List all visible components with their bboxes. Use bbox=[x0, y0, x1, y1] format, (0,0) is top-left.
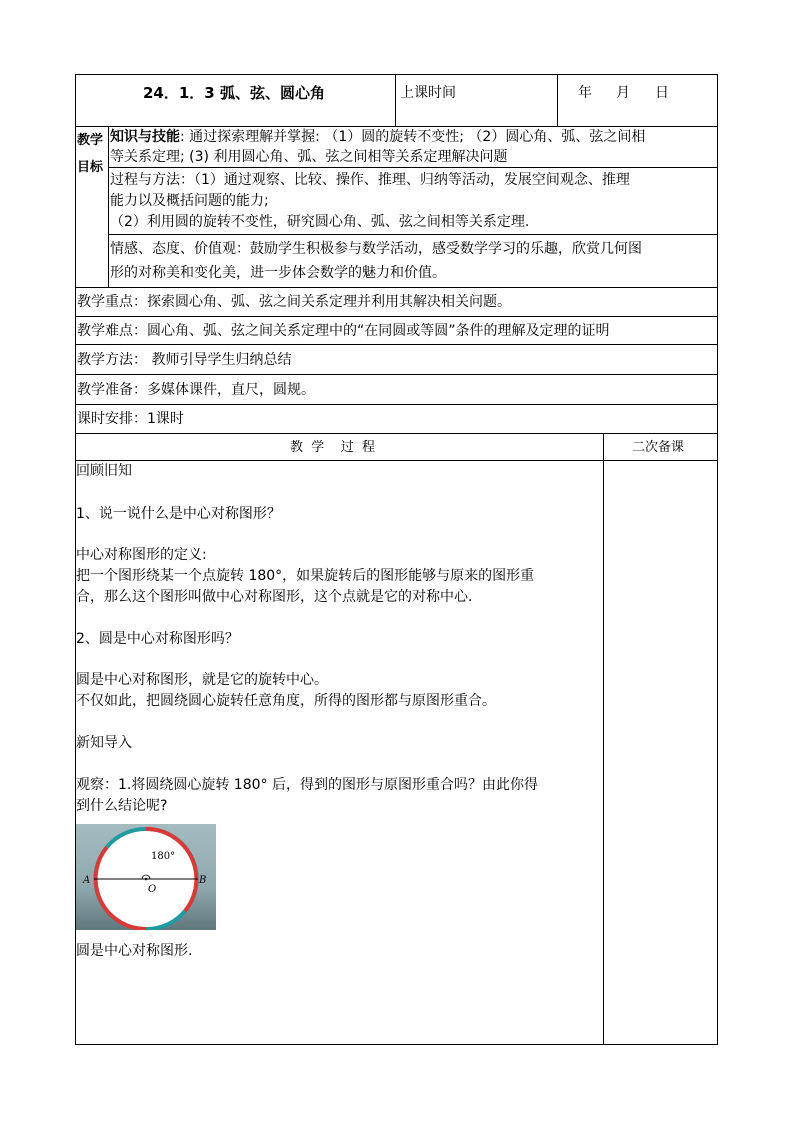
new-intro-heading: 新知导入 bbox=[76, 735, 132, 751]
lesson-title: 24．1．3 弧、弦、圆心角 bbox=[143, 84, 325, 102]
review-heading: 回顾旧知 bbox=[76, 463, 132, 479]
objectives-side-label: 教学 bbox=[77, 133, 104, 148]
year-label: 年 bbox=[578, 85, 592, 101]
point-a-label: A bbox=[83, 875, 91, 886]
row-line bbox=[75, 460, 718, 461]
emotion-line: 形的对称美和变化美，进一步体会数学的魅力和价值。 bbox=[110, 265, 446, 281]
point-b-label: B bbox=[199, 875, 207, 886]
key-point-row: 教学重点：探索圆心角、弧、弦之间关系定理并利用其解决相关问题。 bbox=[77, 294, 511, 310]
process-column-divider bbox=[603, 433, 604, 1045]
row-line bbox=[75, 287, 718, 288]
month-label: 月 bbox=[616, 85, 630, 101]
emotion-line: 情感、态度、价值观：鼓励学生积极参与数学活动，感受数学学习的乐趣，欣赏几何图 bbox=[110, 241, 642, 257]
schedule-row: 课时安排：1课时 bbox=[77, 411, 184, 427]
row-line bbox=[75, 316, 718, 317]
process-method-line: （2）利用圆的旋转不变性，研究圆心角、弧、弦之间相等关系定理. bbox=[110, 214, 530, 230]
row-line bbox=[75, 344, 718, 345]
angle-label: 180° bbox=[151, 851, 176, 862]
question-2: 2、圆是中心对称图形吗？ bbox=[76, 631, 239, 647]
row-line bbox=[108, 234, 718, 235]
conclusion-text: 圆是中心对称图形. bbox=[76, 943, 193, 959]
knowledge-line: 等关系定理; (3) 利用圆心角、弧、弦之间相等关系定理解决问题 bbox=[110, 149, 508, 165]
row-line bbox=[75, 433, 718, 434]
table-border-bottom bbox=[75, 1044, 718, 1045]
point-o-label: O bbox=[148, 884, 157, 895]
class-time-label: 上课时间 bbox=[400, 85, 456, 101]
objectives-side-divider bbox=[108, 126, 109, 287]
objectives-side-label: 目标 bbox=[77, 160, 104, 175]
table-border-right bbox=[717, 74, 718, 1045]
observe-line: 到什么结论呢? bbox=[76, 798, 168, 814]
header-divider-2 bbox=[557, 74, 558, 126]
circle-figure-svg bbox=[76, 824, 216, 930]
day-label: 日 bbox=[655, 85, 669, 101]
knowledge-label: 知识与技能 bbox=[110, 129, 180, 145]
definition-line: 合，那么这个图形叫做中心对称图形，这个点就是它的对称中心. bbox=[76, 589, 473, 605]
knowledge-text: : 通过探索理解并掌握: （1）圆的旋转不变性; （2）圆心角、弧、弦之间相 bbox=[180, 129, 646, 145]
second-prep-header: 二次备课 bbox=[632, 440, 685, 455]
definition-title: 中心对称图形的定义: bbox=[76, 547, 207, 563]
preparation-row: 教学准备：多媒体课件，直尺，圆规。 bbox=[77, 382, 315, 398]
difficulty-row: 教学难点：圆心角、弧、弦之间关系定理中的“在同圆或等圆”条件的理解及定理的证明 bbox=[77, 323, 610, 339]
knowledge-line bbox=[110, 127, 645, 147]
observe-line: 观察：1.将圆绕圆心旋转 180° 后，得到的图形与原图形重合吗？由此你得 bbox=[76, 777, 538, 793]
header-divider-1 bbox=[395, 74, 396, 126]
method-row: 教学方法： 教师引导学生归纳总结 bbox=[77, 352, 292, 368]
table-border-top bbox=[75, 74, 718, 75]
circle-figure bbox=[76, 824, 216, 930]
row-line bbox=[108, 167, 718, 168]
definition-line: 把一个图形绕某一个点旋转 180°，如果旋转后的图形能够与原来的图形重 bbox=[76, 568, 535, 584]
row-line bbox=[75, 404, 718, 405]
process-method-line: 能力以及概括问题的能力; bbox=[110, 193, 269, 209]
question-1: 1、说一说什么是中心对称图形？ bbox=[76, 506, 281, 522]
row-line bbox=[75, 374, 718, 375]
process-header-title: 教 学 过 程 bbox=[290, 440, 376, 455]
center-point bbox=[145, 878, 148, 881]
process-method-line: 过程与方法：（1）通过观察、比较、操作、推理、归纳等活动，发展空间观念、推理 bbox=[110, 172, 630, 188]
answer-line: 圆是中心对称图形，就是它的旋转中心。 bbox=[76, 672, 328, 688]
answer-line: 不仅如此，把圆绕圆心旋转任意角度，所得的图形都与原图形重合。 bbox=[76, 693, 496, 709]
